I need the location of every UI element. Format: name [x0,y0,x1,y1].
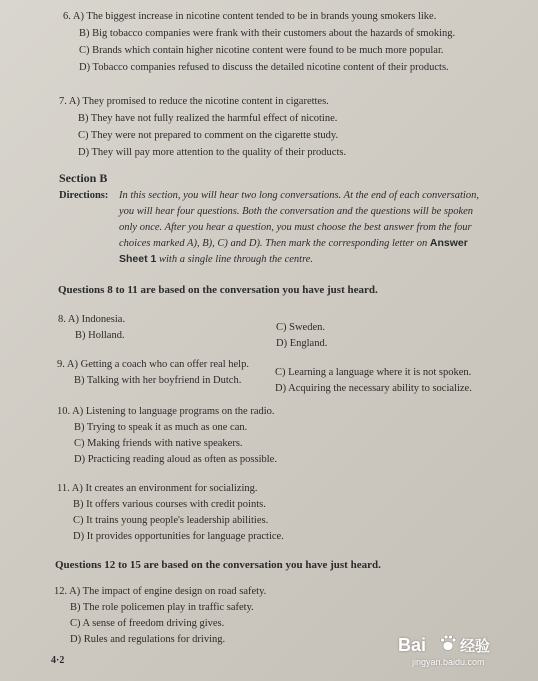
q6-option-c: C) Brands which contain higher nicotine content were found to be much more popular. [79,45,444,56]
q7-option-c: C) They were not prepared to comment on the cigarette study. [78,130,339,141]
q8-option-c: C) Sweden. [276,322,325,333]
directions-line-4 [119,237,468,250]
q11-option-c: C) It trains young people's leadership abilities. [73,515,269,526]
q12-option-c: C) A sense of freedom driving gives. [70,618,225,629]
q6-option-b: B) Big tobacco companies were frank with their customers about the hazards of smoking. [79,28,456,39]
q10-option-c: C) Making friends with native speakers. [74,438,243,449]
group2-heading: Questions 12 to 15 are based on the conversation you have just heard. [55,559,381,571]
directions-line-3: only once. After you hear a question, you must choose the best answer from the four [119,222,472,233]
q11-option-a: 11. A) It creates an environment for socializing. [57,483,258,494]
q10-option-a: 10. A) Listening to language programs on the radio. [57,406,275,417]
q9-option-d: D) Acquiring the necessary ability to socialize. [275,383,472,394]
q7-option-a: 7. A) They promised to reduce the nicotine content in cigarettes. [59,96,329,107]
q9-option-a: 9. A) Getting a coach who can offer real help. [57,359,249,370]
q10-option-d: D) Practicing reading aloud as often as possible. [74,454,277,465]
watermark-cn-text: 经验 [460,637,491,655]
directions-line-5 [119,253,313,266]
paw-icon [438,633,458,653]
q10-option-b: B) Trying to speak it as much as one can. [74,422,248,433]
watermark-url: jingyan.baidu.com [412,657,485,667]
directions-line-4-text: choices marked A), B), C) and D). Then mark the corresponding letter on [119,238,430,249]
q11-option-d: D) It provides opportunities for language practice. [73,531,284,542]
group1-heading: Questions 8 to 11 are based on the conversation you have just heard. [58,284,378,296]
q8-option-d: D) England. [276,338,328,349]
baidu-watermark [398,631,528,673]
q12-option-d: D) Rules and regulations for driving. [70,634,226,645]
q9-option-b: B) Talking with her boyfriend in Dutch. [74,375,242,386]
q9-option-c: C) Learning a language where it is not spoken. [275,367,472,378]
q6-option-d: D) Tobacco companies refused to discuss the detailed nicotine content of their products. [79,62,449,73]
q8-option-a: 8. A) Indonesia. [58,314,126,325]
q8-option-b: B) Holland. [75,330,125,341]
watermark-logo-bai: Bai [398,635,427,655]
directions-label [59,189,108,202]
directions-line-1: In this section, you will hear two long conversations. At the end of each conversation, [119,190,479,201]
q12-option-a: 12. A) The impact of engine design on road safety. [54,586,267,597]
directions-line-5-text: with a single line through the centre. [156,254,314,265]
q11-option-b: B) It offers various courses with credit points. [73,499,266,510]
answer-sheet-bold-1: Answer [429,237,468,249]
page-number: 4·2 [51,655,65,666]
q7-option-b: B) They have not fully realized the harmful effect of nicotine. [78,113,338,124]
directions-line-2: you will hear four questions. Both the conversation and the questions will be spoken [119,206,474,217]
section-title: Section B [59,171,108,185]
q7-option-d: D) They will pay more attention to the quality of their products. [78,147,347,158]
answer-sheet-bold-2: Sheet 1 [119,253,157,265]
watermark-logo-text [398,635,426,656]
directions-label-text: Directions: [59,190,109,201]
q6-option-a: 6. A) The biggest increase in nicotine content tended to be in brands young smokers like. [63,11,437,22]
q12-option-b: B) The role policemen play in traffic safety. [70,602,254,613]
